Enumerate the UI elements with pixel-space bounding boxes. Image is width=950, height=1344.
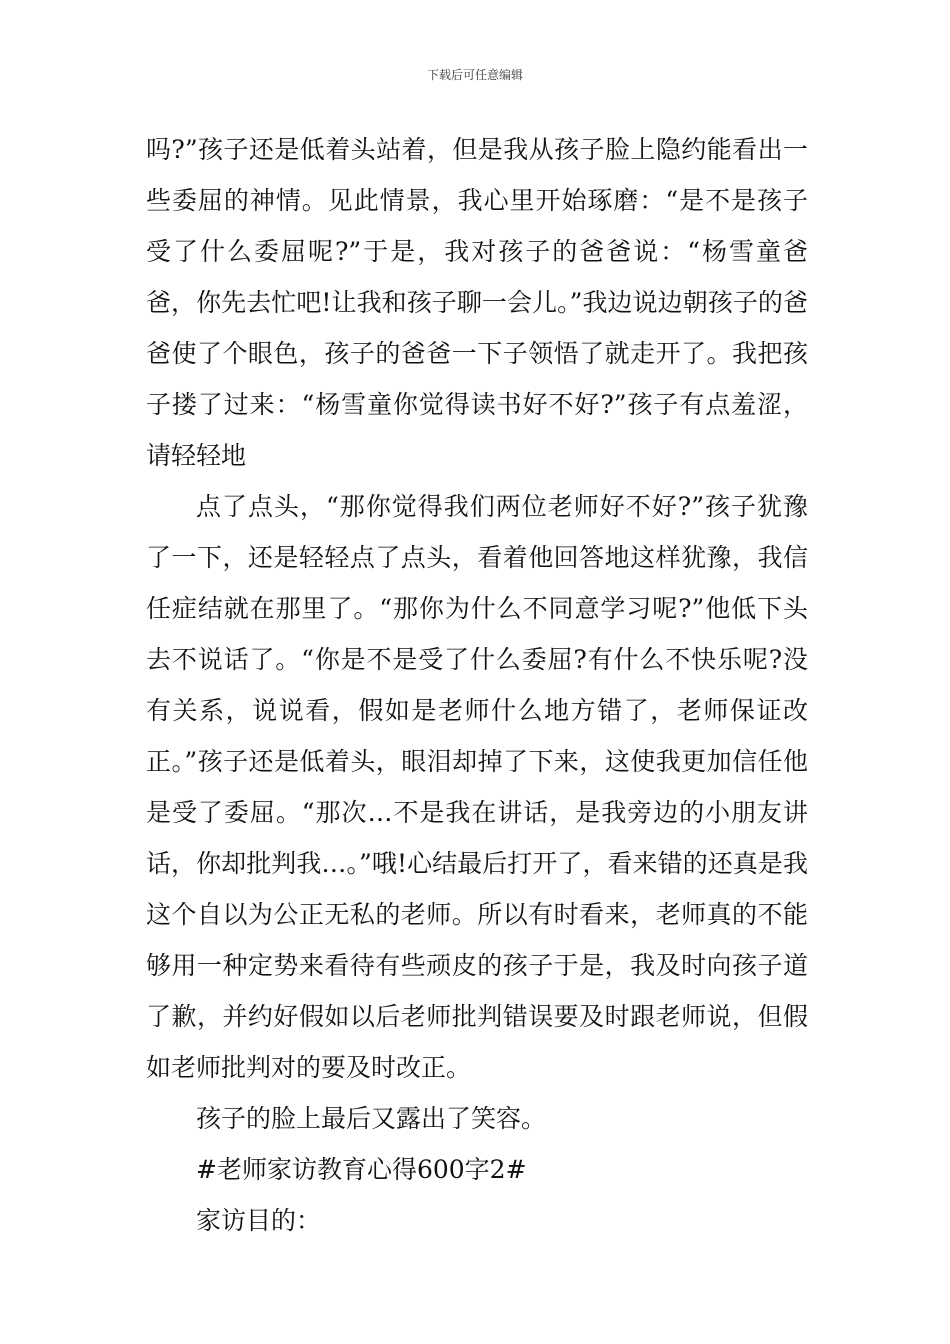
paragraph-2: 点了点头，“那你觉得我们两位老师好不好?”孩子犹豫了一下，还是轻轻点了点头，看着他回答地这样犹豫，我信任症结就在那里了。“那你为什么不同意学习呢?”他低下头去不说话了。“你是不是受了什么委屈?有什么不快乐呢?没有关系，说说看，假如是老师什么地方错了，老师保证改正。”孩子还是低着头，眼泪却掉了下来，这使我更加信任他是受了委屈。“那次…不是我在讲话，是我旁边的小朋友讲话，你却批判我…。”哦!心结最后打开了，看来错的还真是我这个自以为公正无私的老师。所以有时看来，老师真的不能够用一种定势来看待有些顽皮的孩子于是，我及时向孩子道了歉，并约好假如以后老师批判错误要及时跟老师说，但假如老师批判对的要及时改正。: [146, 492, 808, 1082]
document-body: [146, 124, 808, 1246]
paragraph-1: 吗?”孩子还是低着头站着，但是我从孩子脸上隐约能看出一些委屈的神情。见此情景，我心里开始琢磨：“是不是孩子受了什么委屈呢?”于是，我对孩子的爸爸说：“杨雪童爸爸，你先去忙吧!让我和孩子聊一会儿。”我边说边朝孩子的爸爸使了个眼色，孩子的爸爸一下子领悟了就走开了。我把孩子搂了过来：“杨雪童你觉得读书好不好?”孩子有点羞涩，请轻轻地: [146, 135, 808, 470]
paragraph-3: 孩子的脸上最后又露出了笑容。: [196, 1104, 547, 1133]
paragraph-purpose: 家访目的：: [196, 1206, 322, 1235]
section-heading: #老师家访教育心得600字2#: [196, 1155, 527, 1184]
page-header: 下载后可任意编辑: [426, 68, 523, 82]
